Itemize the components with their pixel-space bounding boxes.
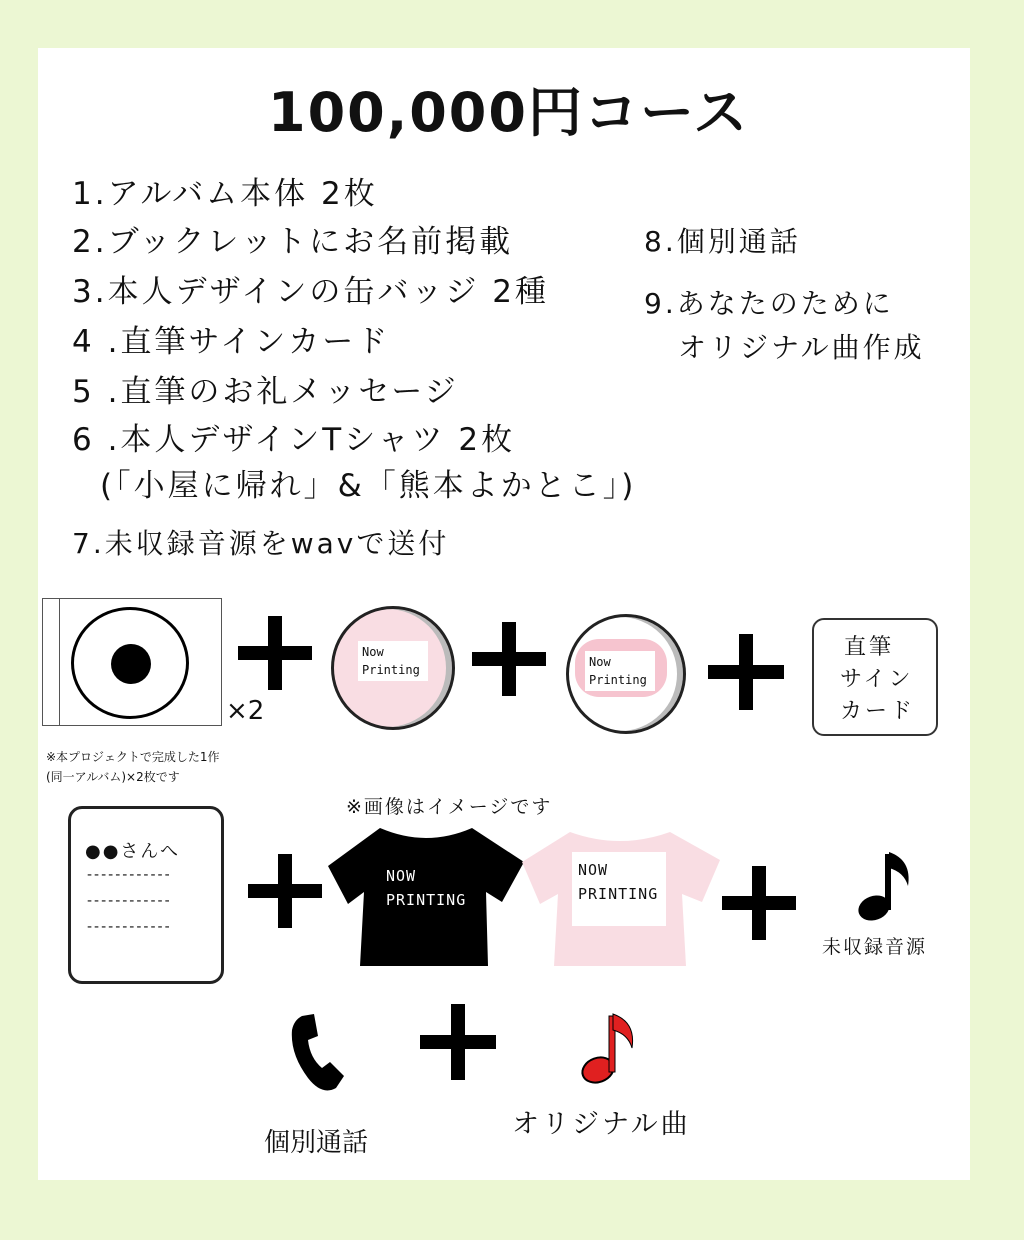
item-5: 5 .直筆のお礼メッセージ [72,374,459,410]
badge-2 [566,614,686,734]
album-times: ×2 [226,696,265,726]
red-music-note-icon [576,1010,640,1088]
plus-icon [248,854,322,928]
plus-icon [722,866,796,940]
album-case [42,598,222,726]
phone-icon [288,1012,348,1094]
sign-card [812,618,938,736]
item-8: 8.個別通話 [644,225,801,258]
call-label: 個別通話 [264,1128,369,1158]
item-9-line2: オリジナル曲作成 [678,331,925,364]
item-4: 4 .直筆サインカード [72,324,391,360]
badge-1 [331,606,455,730]
original-song-label: オリジナル曲 [512,1109,691,1140]
music-note-icon [852,846,916,926]
item-7: 7.未収録音源をwavで送付 [72,527,450,560]
course-title: 100,000円コース [268,81,750,144]
image-note: ※画像はイメージです [346,796,553,818]
item-2: 2.ブックレットにお名前掲載 [72,224,514,260]
badge-2-label: Now Printing [585,651,655,691]
unreleased-label: 未収録音源 [822,936,928,958]
item-6-sub: (「小屋に帰れ」&「熊本よかとこ」) [100,468,637,504]
item-6: 6 .本人デザインTシャツ 2枚 [72,422,516,458]
item-1: 1.アルバム本体 2枚 [72,176,378,212]
black-tshirt-print: NOW PRINTING [386,867,467,909]
disc-icon [71,607,189,719]
message-line: ------------ [87,919,172,935]
badge-1-label: Now Printing [358,641,428,681]
pink-tshirt-print: NOW PRINTING [572,852,666,926]
message-line: ------------ [87,893,172,909]
sign-card-line2: サイン [840,667,914,692]
sign-card-line3: カード [840,699,916,724]
message-card [68,806,224,984]
plus-icon [420,1004,496,1080]
item-9-line1: 9.あなたのために [644,287,894,320]
message-card-to: ●●さんへ [85,841,181,862]
album-note-2: (同一アルバム)×2枚です [46,770,180,784]
album-note-1: ※本プロジェクトで完成した1作 [46,750,220,764]
plus-icon [708,634,784,710]
plus-icon [238,616,312,690]
sign-card-line1: 直筆 [844,635,895,660]
plus-icon [472,622,546,696]
message-line: ------------ [87,867,172,883]
item-3: 3.本人デザインの缶バッジ 2種 [72,274,549,310]
